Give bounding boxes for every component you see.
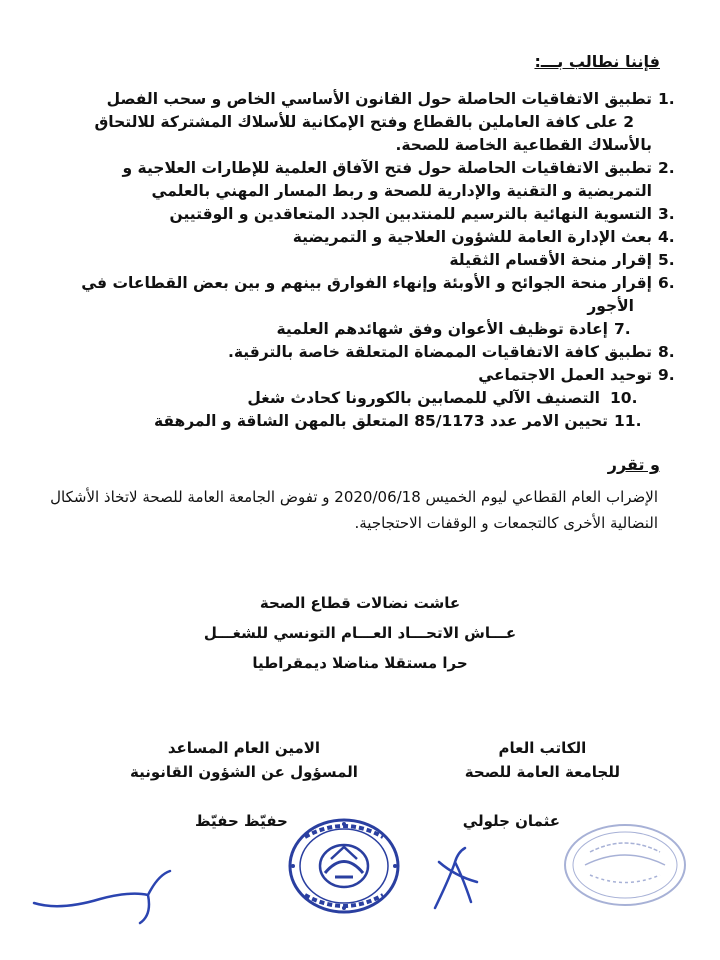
demand-line: تطبيق الاتفاقيات الحاصلة حول فتح الآفاق العلمية للإطارات العلاجية و: [122, 159, 652, 177]
demand-line: إعادة توظيف الأعوان وفق شهائدهم العلمية: [276, 320, 608, 338]
demand-item: [52, 272, 675, 318]
demand-line: بالأسلاك القطاعية الخاصة للصحة.: [395, 136, 652, 154]
demand-item: [52, 157, 675, 203]
demand-item: [52, 410, 652, 433]
demand-item: [52, 341, 675, 364]
slogan-line: عاشت نضالات قطاع الصحة: [259, 594, 461, 612]
demand-item: [52, 387, 652, 410]
demand-number: 7.: [614, 320, 631, 338]
demand-line: إقرار منحة الأقسام الثقيلة: [449, 251, 652, 269]
union-seal-stamp: [285, 815, 403, 917]
demand-item: [52, 88, 675, 157]
decision-text: الإضراب العام القطاعي ليوم الخميس 2020/06/18 و تفوض الجامعة العامة للصحة لاتخاذ الأشكال النضالية الأخرى كالتجمعات و الوقفات الاحتجاجية.: [50, 488, 658, 532]
demand-line: الأجور: [587, 297, 634, 315]
demand-number: 11.: [614, 412, 642, 430]
demand-line: التسوية النهائية بالترسيم للمنتدبين الجدد المتعاقدين و الوقتيين: [169, 205, 652, 223]
signatory-title: الامين العام المساعد: [167, 739, 321, 757]
signatory-org: المسؤول عن الشؤون القانونية: [130, 763, 358, 781]
demand-line: توحيد العمل الاجتماعي: [478, 366, 652, 384]
demand-line: تطبيق كافة الاتفاقيات الممضاة المتعلقة خاصة بالترقية.: [227, 343, 652, 361]
demand-line: التصنيف الآلي للمصابين بالكورونا كحادث شغل: [247, 389, 600, 407]
demand-item: [52, 226, 675, 249]
signatory-name: حفيّظ حفيّظ: [195, 812, 288, 830]
general-secretary-block: [465, 736, 620, 784]
demand-number: 3.: [658, 205, 675, 223]
demand-number: 1.: [658, 90, 675, 108]
demand-line: تطبيق الاتفاقيات الحاصلة حول القانون الأساسي الخاص و سحب الفصل: [106, 90, 652, 108]
demand-line: إقرار منحة الجوائح و الأوبئة وإنهاء الفوارق بينهم و بين بعض القطاعات في: [81, 274, 652, 292]
demand-line: التمريضية و التقنية والإدارية للصحة و ربط المسار المهني بالعلمي: [151, 182, 652, 200]
slogan-line: عـــاش الاتحـــاد العـــام التونسي للشغـــل: [203, 624, 517, 642]
demand-line: تحيين الامر عدد 85/1173 المتعلق بالمهن الشاقة و المرهقة: [153, 412, 608, 430]
demand-item: [52, 249, 675, 272]
demand-line: 2 على كافة العاملين بالقطاع وفتح الإمكانية للأسلاك المشتركة للالتحاق: [94, 113, 634, 131]
demands-list: [52, 88, 675, 433]
slogan-line: حرا مستقلا مناضلا ديمقراطيا: [252, 654, 468, 672]
demand-item: [52, 318, 652, 341]
federation-oval-stamp: [560, 820, 690, 910]
assistant-secretary-block: [130, 736, 358, 784]
signature-scribble: [425, 842, 485, 912]
demand-line: بعث الإدارة العامة للشؤون العلاجية و التمريضية: [292, 228, 652, 246]
demand-number: 10.: [610, 389, 638, 407]
demand-number: 5.: [658, 251, 675, 269]
demand-number: 2.: [658, 159, 675, 177]
signatory-org: للجامعة العامة للصحة: [464, 763, 620, 781]
signatory-title: الكاتب العام: [498, 739, 587, 757]
demands-intro: فإننا نطالب بـــ:: [534, 52, 660, 71]
demand-number: 6.: [658, 274, 675, 292]
demand-number: 4.: [658, 228, 675, 246]
decision-label: و تقرر: [607, 455, 660, 474]
signatory-name: عثمان جلولي: [462, 812, 560, 830]
demand-item: [52, 364, 675, 387]
demand-number: 9.: [658, 366, 675, 384]
demand-number: 8.: [658, 343, 675, 361]
closing-slogans: [0, 588, 720, 678]
demand-item: [52, 203, 675, 226]
signature-scribble: [30, 865, 180, 930]
